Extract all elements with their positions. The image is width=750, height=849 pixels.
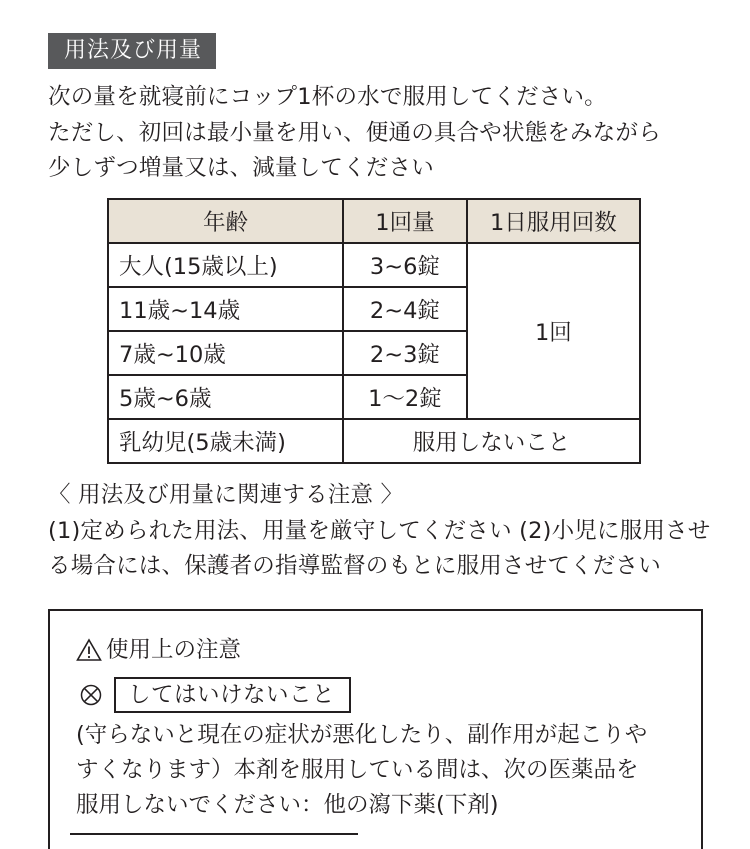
age-cell: 7歳~10歳: [108, 331, 343, 375]
table-row: [108, 419, 640, 463]
header-age: 年齢: [108, 199, 343, 243]
header-daily-count: 1日服用回数: [467, 199, 640, 243]
caution-box: [48, 609, 703, 849]
related-notes-line-1: (1)定められた用法、用量を厳守してください (2)小児に服用させ: [48, 518, 711, 544]
caution-line-3: 服用しないでください：他の瀉下薬(下剤): [76, 792, 499, 818]
age-cell: 5歳~6歳: [108, 375, 343, 419]
prohibit-row: [80, 677, 351, 713]
prohibit-label: してはいけないこと: [114, 677, 351, 713]
usage-line-1: 次の量を就寝前にコップ1杯の水で服用してください。: [48, 84, 607, 110]
dosage-table: [107, 198, 641, 464]
usage-line-3: 少しずつ増量又は、減量してください: [48, 155, 434, 181]
dose-cell: 2~3錠: [343, 331, 467, 375]
divider-line: [70, 833, 358, 835]
dose-cell: 2~4錠: [343, 287, 467, 331]
header-dose: 1回量: [343, 199, 467, 243]
dose-cell: 3~6錠: [343, 243, 467, 287]
infant-age-cell: 乳幼児(5歳未満): [108, 419, 343, 463]
dose-cell: 1〜2錠: [343, 375, 467, 419]
age-cell: 大人(15歳以上): [108, 243, 343, 287]
table-header-row: [108, 199, 640, 243]
caution-title: 使用上の注意: [106, 637, 242, 663]
related-notes-line-2: る場合には、保護者の指導監督のもとに服用させてください: [48, 553, 661, 579]
table-row: [108, 243, 640, 287]
related-notes-title: 〈 用法及び用量に関連する注意 〉: [48, 482, 404, 508]
age-cell: 11歳~14歳: [108, 287, 343, 331]
caution-line-2: すくなります）本剤を服用している間は、次の医薬品を: [76, 757, 639, 783]
infant-note-cell: 服用しないこと: [343, 419, 640, 463]
caution-title-row: [76, 635, 241, 665]
prohibited-circle-icon: [80, 684, 102, 706]
usage-line-2: ただし、初回は最小量を用い、便通の具合や状態をみながら: [48, 120, 661, 146]
warning-triangle-icon: [76, 638, 102, 662]
daily-count-cell: 1回: [467, 243, 640, 419]
section-heading: 用法及び用量: [48, 33, 216, 69]
caution-line-1: (守らないと現在の症状が悪化したり、副作用が起こりや: [76, 722, 648, 748]
